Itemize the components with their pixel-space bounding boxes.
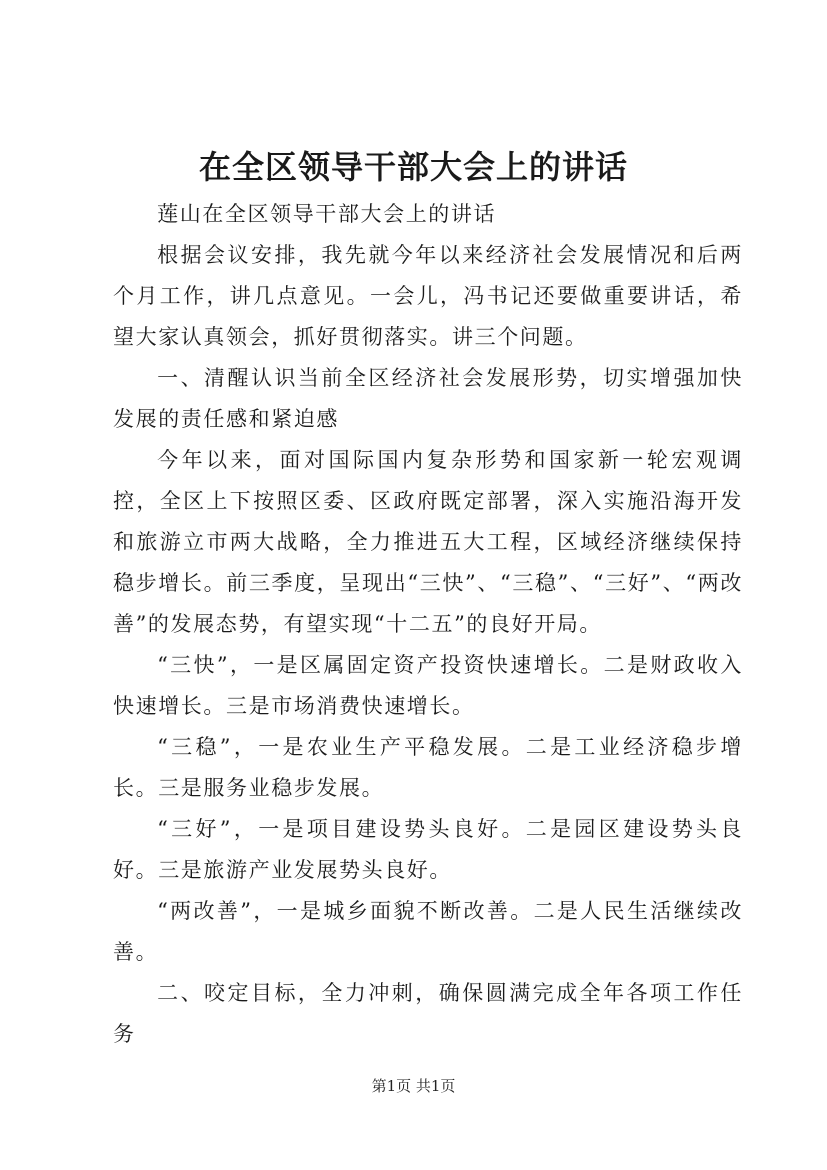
paragraph-three-good: “三好”，一是项目建设势头良好。二是园区建设势头良好。三是旅游产业发展势头良好。 [113,817,743,882]
paragraph-intro: 根据会议安排，我先就今年以来经济社会发展情况和后两个月工作，讲几点意见。一会儿，冯书记还要做重要讲话，希望大家认真领会，抓好贯彻落实。讲三个问题。 [113,243,743,349]
paragraph-subtitle: 莲山在全区领导干部大会上的讲话 [157,202,497,226]
paragraph-three-stable: “三稳”，一是农业生产平稳发展。二是工业经济稳步增长。三是服务业稳步发展。 [113,735,743,800]
paragraph-overview: 今年以来，面对国际国内复杂形势和国家新一轮宏观调控，全区上下按照区委、区政府既定部署，深入实施沿海开发和旅游立市两大战略，全力推进五大工程，区域经济继续保持稳步增长。前三季度，呈现出“三快”、“三稳”、“三好”、“两改善”的发展态势，有望实现“十二五”的良好开局。 [113,448,743,636]
section-heading-1: 一、清醒认识当前全区经济社会发展形势，切实增强加快发展的责任感和紧迫感 [113,366,743,431]
page-footer: 第1页 共1页 [371,1077,456,1095]
document-title: 在全区领导干部大会上的讲话 [198,148,628,186]
section-heading-2: 二、咬定目标，全力冲刺，确保圆满完成全年各项工作任务 [113,981,743,1046]
paragraph-two-improve: “两改善”，一是城乡面貌不断改善。二是人民生活继续改善。 [113,899,743,964]
paragraph-three-fast: “三快”，一是区属固定资产投资快速增长。二是财政收入快速增长。三是市场消费快速增长。 [113,653,743,718]
document-body [113,194,743,1055]
